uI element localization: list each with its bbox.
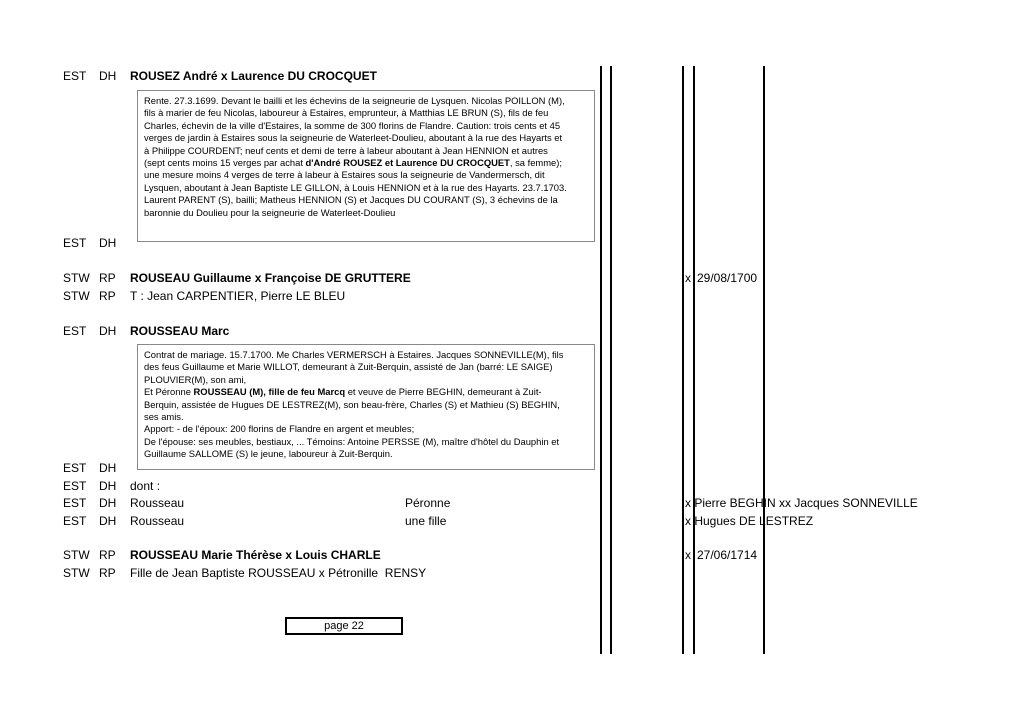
note-box-rente — [137, 90, 595, 242]
column-divider — [693, 66, 695, 654]
source-code: STW — [63, 548, 90, 562]
record-type: DH — [99, 324, 117, 338]
marriage-date: 29/08/1700 — [697, 271, 758, 285]
column-divider — [682, 66, 684, 654]
source-code: STW — [63, 289, 90, 303]
note-line: Et Péronne ROUSSEAU (M), fille de feu Marcq et veuve de Pierre BEGHIN, demeurant à Zuit- — [144, 386, 542, 398]
note-line: Guillaume SALLOME (S) le jeune, laboureur à Zuit-Berquin. — [144, 448, 393, 460]
source-code: STW — [63, 566, 90, 580]
note-box-contrat — [137, 344, 595, 470]
column-divider — [610, 66, 612, 654]
source-code: EST — [63, 496, 87, 510]
entry-name: dont : — [130, 479, 161, 493]
marriage-date: 27/06/1714 — [697, 548, 758, 562]
marriage-marker: x — [685, 548, 691, 562]
entry-name: ROUSSEAU Marc — [130, 324, 230, 338]
note-line: ses amis. — [144, 411, 184, 423]
source-code: EST — [63, 461, 87, 475]
record-type: RP — [99, 548, 116, 562]
note-line: (sept cents moins 15 verges par achat d'André ROUSEZ et Laurence DU CROCQUET, sa femme); — [144, 157, 562, 169]
page-number-box — [285, 617, 403, 635]
source-code: STW — [63, 271, 90, 285]
entry-name: ROUSEZ André x Laurence DU CROCQUET — [130, 69, 377, 83]
record-type: DH — [99, 496, 117, 510]
record-type: DH — [99, 69, 117, 83]
note-line: Laurent PARENT (S), bailli; Matheus HENNION (S) et Jacques DU COURANT (S), 3 échevins de la — [144, 194, 558, 206]
column-divider — [600, 66, 602, 654]
note-line: Apport: - de l'époux: 200 florins de Flandre en argent et meubles; — [144, 423, 415, 435]
entry-name: T : Jean CARPENTIER, Pierre LE BLEU — [130, 289, 346, 303]
entry-name: Rousseau — [130, 496, 185, 510]
entry-name: ROUSSEAU Marie Thérèse x Louis CHARLE — [130, 548, 381, 562]
record-type: DH — [99, 514, 117, 528]
source-code: EST — [63, 479, 87, 493]
entry-firstname: une fille — [405, 514, 447, 528]
source-code: EST — [63, 236, 87, 250]
marriage-info: x Pierre BEGHIN xx Jacques SONNEVILLE — [685, 496, 918, 510]
note-line: fils à marier de feu Nicolas, laboureur à Estaires, emprunteur, à Matthias LE BRUN (S), fils de feu — [144, 107, 549, 119]
source-code: EST — [63, 514, 87, 528]
marriage-marker: x — [685, 271, 691, 285]
note-line: Contrat de mariage. 15.7.1700. Me Charles VERMERSCH à Estaires. Jacques SONNEVILLE(M), fils — [144, 349, 564, 360]
record-type: DH — [99, 479, 117, 493]
note-line: baronnie du Doulieu pour la seigneurie de Waterleet-Doulieu — [144, 206, 396, 218]
page-number: page 22 — [324, 620, 364, 632]
column-divider — [763, 66, 765, 654]
note-line: verges de jardin à Estaires sous la seigneurie de Waterleet-Doulieu, aboutant à la rue des Hayarts et — [144, 132, 563, 144]
entry-firstname: Péronne — [405, 496, 451, 510]
source-code: EST — [63, 69, 87, 83]
entry-name: ROUSEAU Guillaume x Françoise DE GRUTTERE — [130, 271, 411, 285]
note-line: des feus Guillaume et Marie WILLOT, demeurant à Zuit-Berquin, assisté de Jan (barré: LE SAIGE) — [144, 361, 553, 373]
note-line: Lysquen, aboutant à Jean Baptiste LE GILLON, à Louis HENNION et à la rue des Hayarts. 23.7.1703. — [144, 181, 567, 193]
entry-name: Rousseau — [130, 514, 185, 528]
note-line: Berquin, assistée de Hugues DE LESTREZ(M), son beau-frère, Charles (S) et Mathieu (S) BEGHIN, — [144, 398, 560, 410]
record-type: DH — [99, 461, 117, 475]
note-line: Rente. 27.3.1699. Devant le bailli et les échevins de la seigneurie de Lysquen. Nicolas POILLON (M), — [144, 95, 565, 106]
record-type: RP — [99, 271, 116, 285]
source-code: EST — [63, 324, 87, 338]
marriage-info: x Hugues DE LESTREZ — [685, 514, 814, 528]
note-line: Charles, échevin de la ville d'Estaires, la somme de 300 florins de Flandre. Caution: trois cents et 45 — [144, 119, 561, 131]
note-line: De l'épouse: ses meubles, bestiaux, ... Témoins: Antoine PERSSE (M), maître d'hôtel du Dauphin et — [144, 435, 560, 447]
note-line: à Philippe COURDENT; neuf cents et demi de terre à labeur aboutant à Jean HENNION et autres — [144, 144, 548, 156]
record-type: DH — [99, 236, 117, 250]
record-type: RP — [99, 289, 116, 303]
record-type: RP — [99, 566, 116, 580]
note-line: PLOUVIER(M), son ami, — [144, 373, 247, 385]
note-line: une mesure moins 4 verges de terre à labeur à Estaires sous la seigneurie de Vandermersch, dit — [144, 169, 545, 181]
entry-name: Fille de Jean Baptiste ROUSSEAU x Pétronille RENSY — [130, 566, 427, 580]
